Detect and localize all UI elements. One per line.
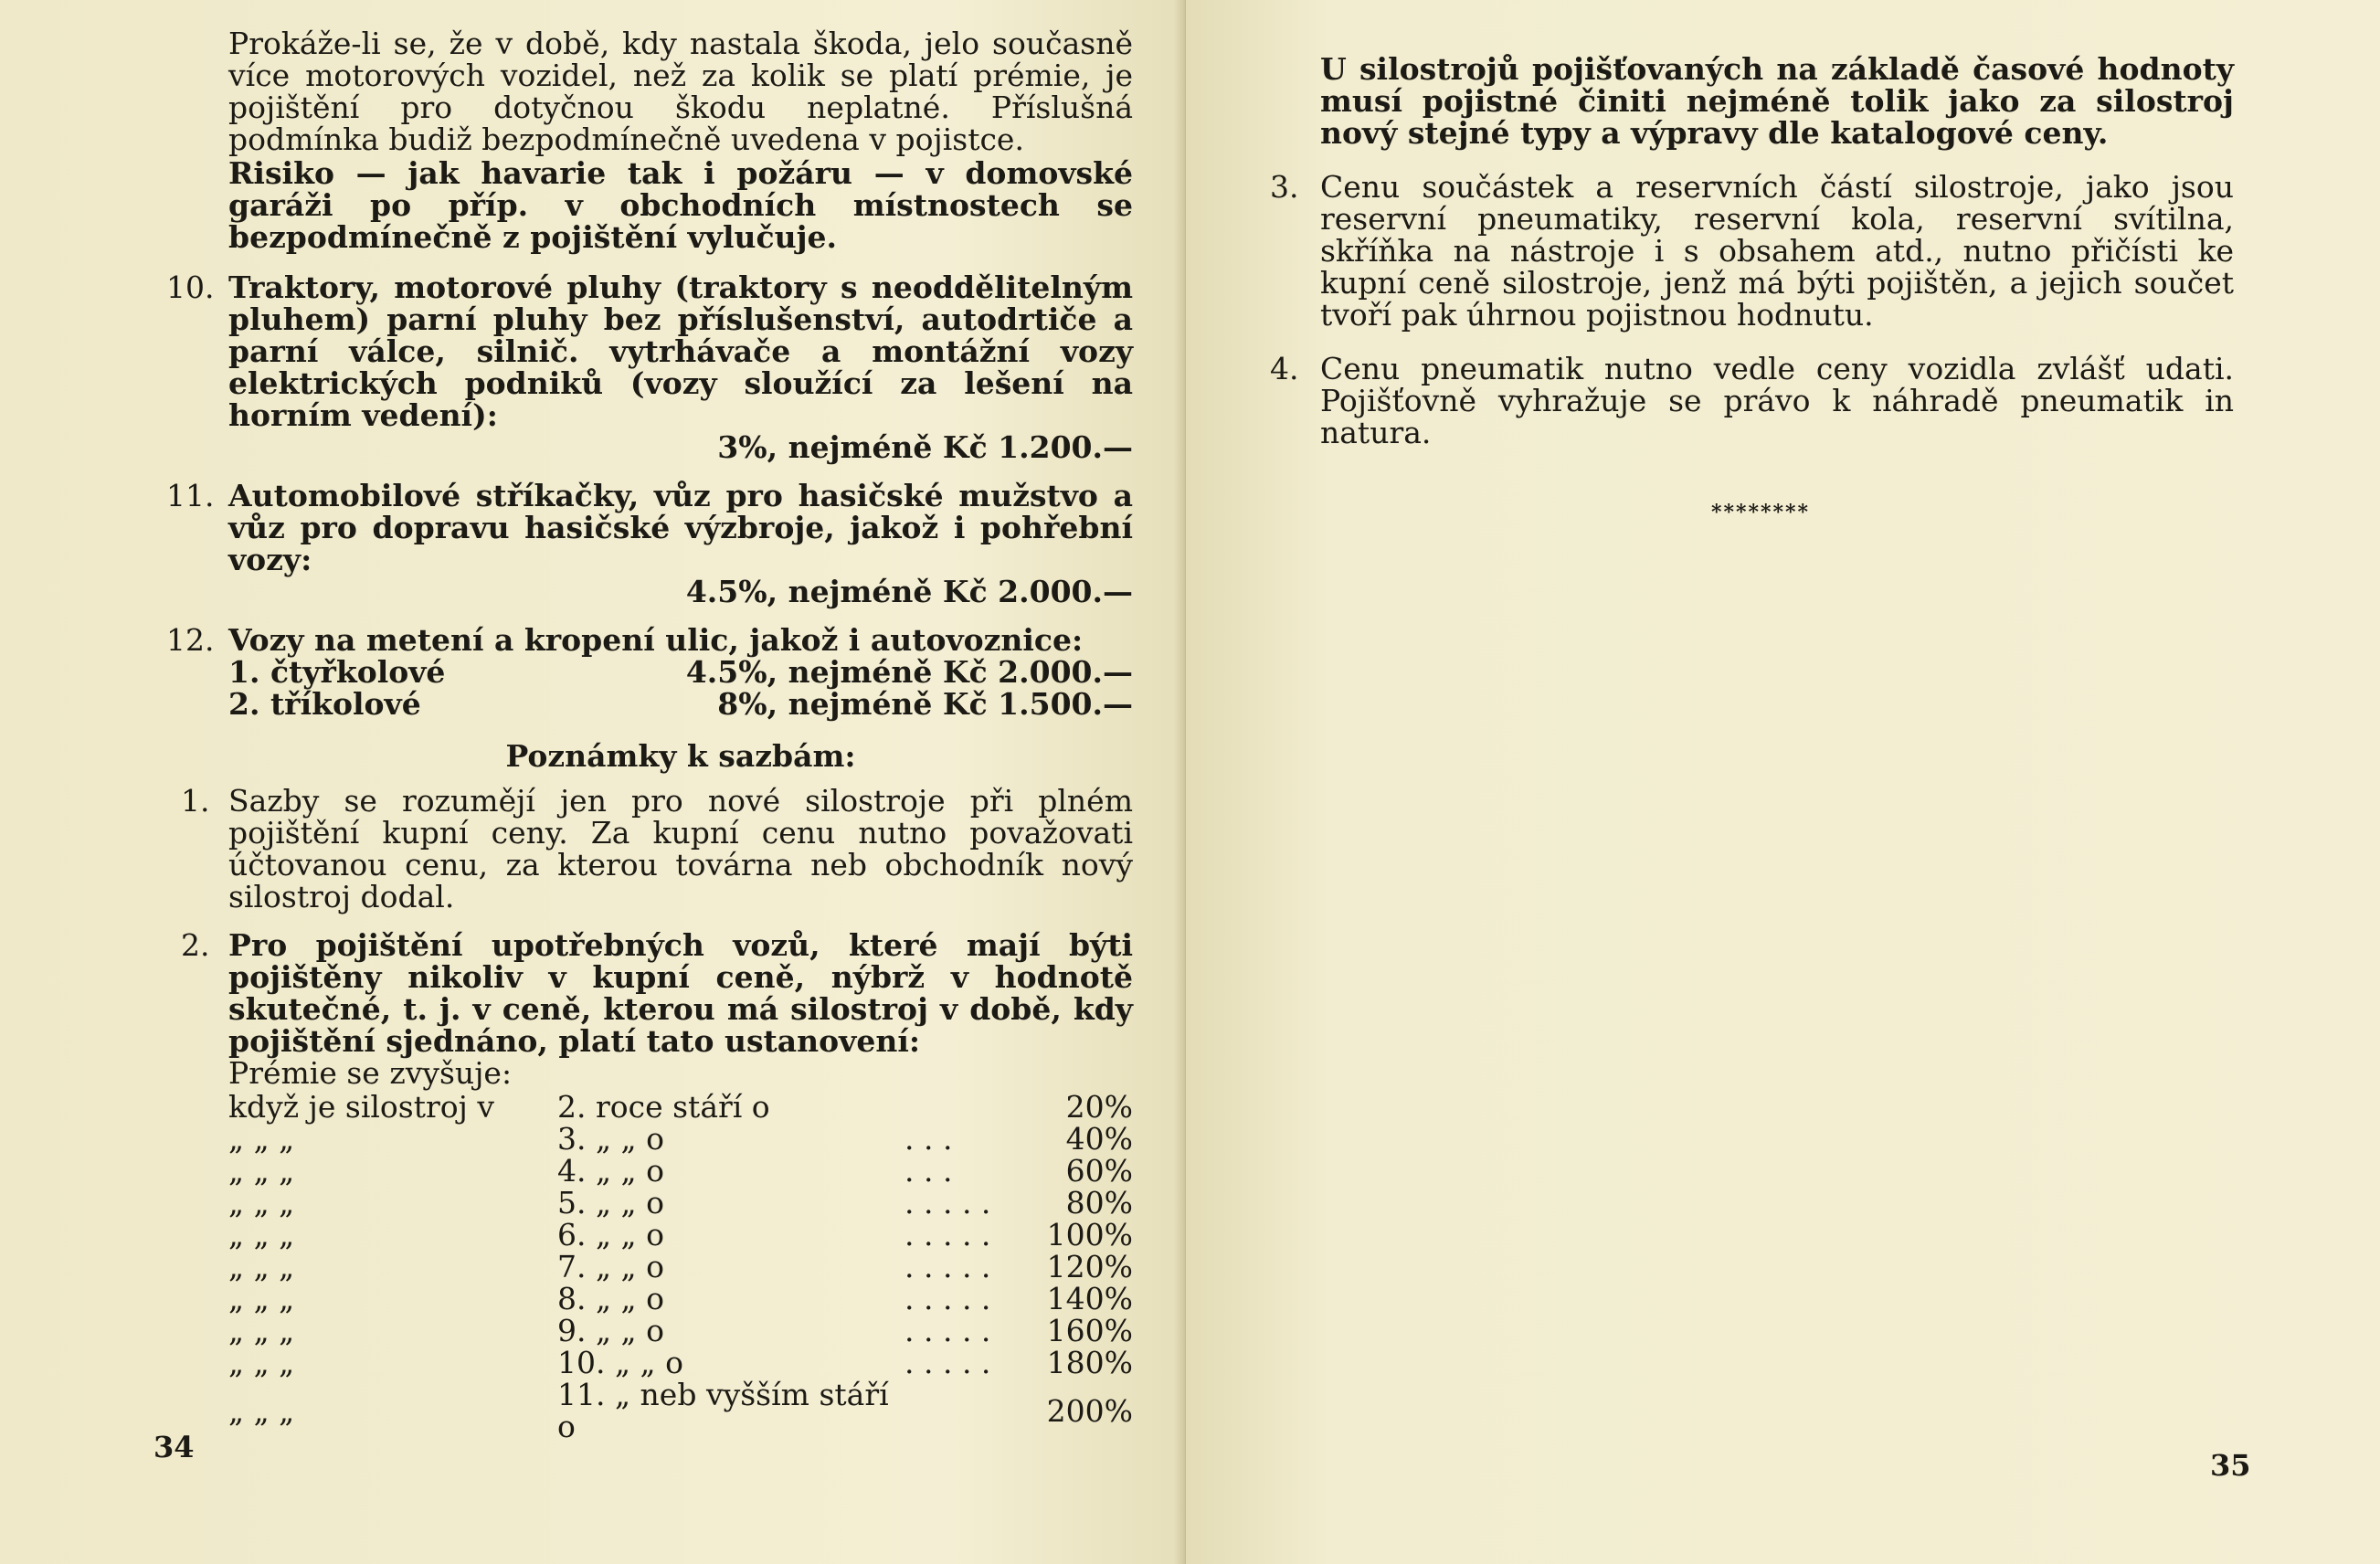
item-rate: 3%, nejméně Kč 1.200.—	[717, 429, 1133, 465]
age-row-lead: „ „ „	[228, 1217, 295, 1252]
age-row-year: 11. „ neb vyšším stáří o	[557, 1377, 889, 1444]
age-row-lead: „ „ „	[228, 1313, 295, 1348]
page-number-right: 35	[2210, 1448, 2251, 1483]
age-row-leader-dots: . . . . .	[904, 1249, 991, 1284]
age-row-year: 2. roce stáří o	[557, 1089, 770, 1125]
age-row-leader-dots: . . . . .	[904, 1281, 991, 1316]
right-page	[1186, 0, 2380, 1564]
note-2	[181, 927, 1133, 1444]
age-row-percent: 180%	[1046, 1345, 1133, 1380]
note-number: 2.	[181, 927, 210, 963]
age-row-year: 8. „ „ o	[557, 1281, 665, 1316]
age-row-percent: 140%	[1046, 1281, 1133, 1316]
premium-intro: Prémie se zvyšuje:	[228, 1055, 513, 1091]
age-row-percent: 100%	[1046, 1217, 1133, 1252]
sub-rate: 8%, nejméně Kč 1.500.—	[717, 686, 1133, 722]
age-row-year: 9. „ „ o	[557, 1313, 665, 1348]
item-text: Vozy na metení a kropení ulic, jakož i autovoznice:	[228, 622, 1084, 658]
age-row-percent: 40%	[1065, 1121, 1133, 1157]
age-row-year: 5. „ „ o	[557, 1185, 665, 1221]
age-row-year: 4. „ „ o	[557, 1153, 665, 1189]
age-row-lead: „ „ „	[228, 1392, 295, 1429]
item-number: 12.	[166, 622, 215, 658]
sub-label: 1. čtyřkolové	[228, 654, 446, 690]
age-row-leader-dots	[904, 1379, 1014, 1442]
age-table-row	[228, 1251, 1133, 1283]
age-row-year: 10. „ „ o	[557, 1345, 684, 1380]
age-row-percent: 60%	[1065, 1153, 1133, 1189]
age-row-lead: „ „ „	[228, 1185, 295, 1221]
age-table-row	[228, 1219, 1133, 1251]
left-page	[0, 0, 1186, 1564]
tariff-item-12	[166, 622, 1133, 722]
age-row-year: 3. „ „ o	[557, 1121, 665, 1157]
note-text: Sazby se rozumějí jen pro nové silostroje při plném pojištění kupní ceny. Za kupní cenu nutno považovati účtovanou cenu, za kterou továrna neb obchodník nový silostroj dodal.	[228, 783, 1133, 914]
tariff-item-11	[166, 478, 1133, 609]
paragraph-risk-exclusion: Risiko — jak havarie tak i požáru — v domovské garáži po příp. v obchodních místnostech se bezpodmínečně z pojištění vylučuje.	[228, 155, 1133, 255]
age-table-row	[228, 1283, 1133, 1315]
age-table-row	[228, 1091, 1133, 1123]
age-row-leader-dots: . . . . .	[904, 1313, 991, 1348]
age-surcharge-table	[228, 1091, 1133, 1442]
note-number: 1.	[181, 783, 210, 819]
age-table-row	[228, 1123, 1133, 1155]
page-number-left: 34	[153, 1430, 195, 1464]
item-text: Automobilové stříkačky, vůz pro hasičské mužstvo a vůz pro dopravu hasičské výzbroje, jakož i pohřební vozy:	[228, 478, 1133, 577]
age-row-lead: „ „ „	[228, 1249, 295, 1284]
age-row-percent: 120%	[1046, 1249, 1133, 1284]
item-number: 10.	[166, 269, 215, 305]
age-row-leader-dots: . . . . .	[904, 1345, 991, 1380]
age-row-leader-dots	[904, 1091, 1014, 1123]
age-row-leader-dots: . . .	[904, 1121, 953, 1157]
age-row-percent: 20%	[1065, 1089, 1133, 1125]
age-table-row	[228, 1155, 1133, 1187]
age-table-row	[228, 1315, 1133, 1347]
age-row-lead: „ „ „	[228, 1121, 295, 1157]
sub-label: 2. tříkolové	[228, 686, 421, 722]
age-row-percent: 160%	[1046, 1313, 1133, 1348]
age-row-leader-dots: . . .	[904, 1153, 953, 1189]
left-page-text	[166, 26, 1133, 1444]
age-table-row	[228, 1187, 1133, 1219]
sub-rate: 4.5%, nejméně Kč 2.000.—	[685, 654, 1133, 690]
age-row-leader-dots: . . . . .	[904, 1185, 991, 1221]
note-4	[1270, 351, 2234, 450]
item-12-sub-three-wheel	[228, 688, 1133, 720]
age-row-lead: „ „ „	[228, 1345, 295, 1380]
item-number: 11.	[166, 478, 215, 513]
age-table-row	[228, 1347, 1133, 1379]
note-3	[1270, 169, 2234, 333]
age-row-lead: když je silostroj v	[228, 1089, 495, 1125]
age-row-percent: 80%	[1065, 1185, 1133, 1221]
note-1	[181, 783, 1133, 914]
age-row-lead: „ „ „	[228, 1153, 295, 1189]
item-text: Traktory, motorové pluhy (traktory s neoddělitelným pluhem) parní pluhy bez příslušenství, autodrtiče a parní válce, silnič. vytrhávače a montážní vozy elektrických podniků (vozy sloužící za lešení na horním vedení):	[228, 269, 1133, 433]
age-table-row	[228, 1379, 1133, 1442]
age-row-percent: 200%	[1046, 1392, 1133, 1429]
tariff-item-10	[166, 269, 1133, 465]
section-divider: ********	[1711, 501, 1811, 524]
age-row-lead: „ „ „	[228, 1281, 295, 1316]
item-12-sub-four-wheel	[228, 656, 1133, 688]
item-rate: 4.5%, nejméně Kč 2.000.—	[685, 574, 1133, 609]
right-page-text	[1270, 51, 2234, 450]
age-row-year: 6. „ „ o	[557, 1217, 665, 1252]
note-text: Cenu pneumatik nutno vedle ceny vozidla zvlášť udati. Pojišťovně vyhražuje se právo k náhradě pneumatik in natura.	[1320, 351, 2234, 450]
note-number: 3.	[1270, 169, 1299, 205]
age-row-year: 7. „ „ o	[557, 1249, 665, 1284]
notes-heading: Poznámky k sazbám:	[505, 738, 856, 774]
paragraph-multiple-vehicles: Prokáže-li se, že v době, kdy nastala škoda, jelo současně více motorových vozidel, než za kolik se platí prémie, je pojištění pro dotyčnou škodu neplatné. Příslušná podmínka budiž bezpodmínečně uvedena v pojistce.	[228, 26, 1133, 157]
age-row-leader-dots: . . . . .	[904, 1217, 991, 1252]
note-number: 4.	[1270, 351, 1299, 386]
paragraph-time-value: U silostrojů pojišťovaných na základě časové hodnoty musí pojistné činiti nejméně tolik jako za silostroj nový stejné typy a výpravy dle katalogové ceny.	[1320, 51, 2234, 151]
note-text: Pro pojištění upotřebných vozů, které mají býti pojištěny nikoliv v kupní ceně, nýbrž v hodnotě skutečné, t. j. v ceně, kterou má silostroj v době, kdy pojištění sjednáno, platí tato ustanovení:	[228, 927, 1133, 1059]
note-text: Cenu součástek a reservních částí silostroje, jako jsou reservní pneumatiky, reservní kola, reservní svítilna, skříňka na nástroje i s obsahem atd., nutno přičísti ke kupní ceně silostroje, jenž má býti pojištěn, a jejich součet tvoří pak úhrnou pojistnou hodnutu.	[1320, 169, 2234, 333]
